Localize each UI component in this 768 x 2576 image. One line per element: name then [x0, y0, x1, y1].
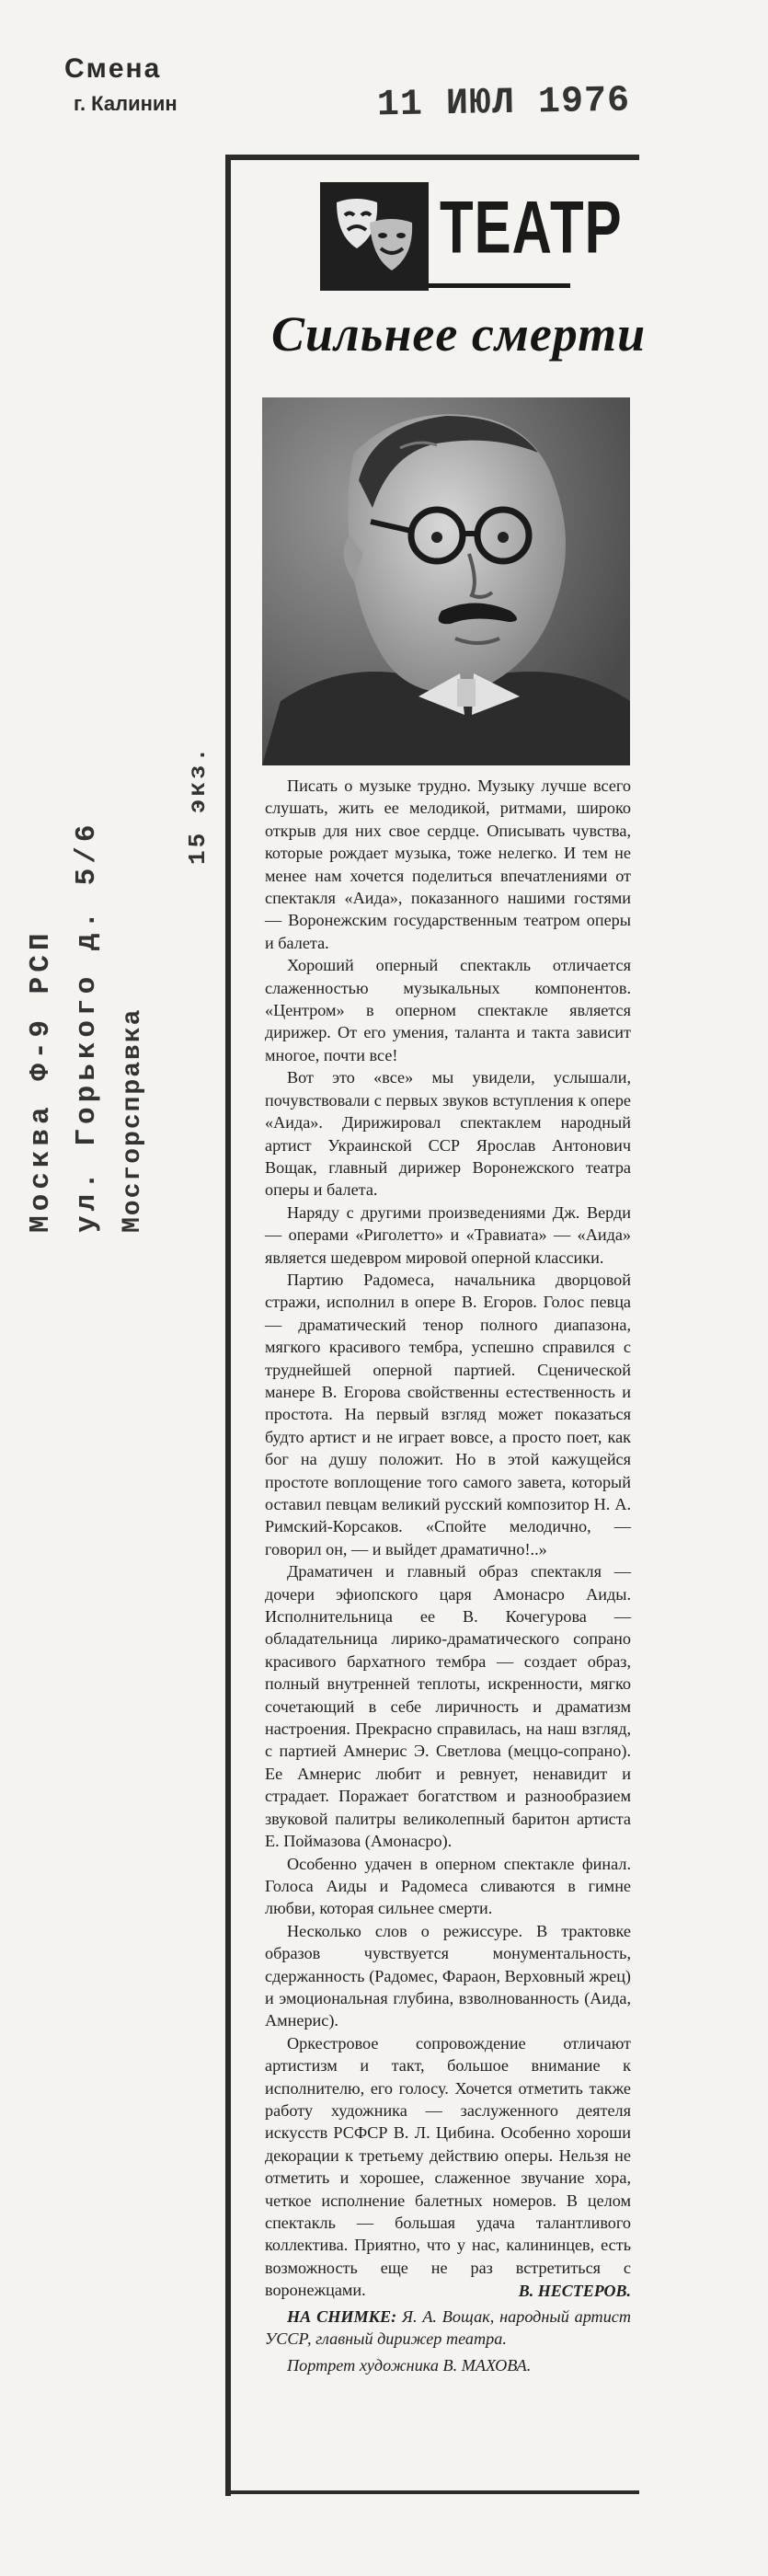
- rubric-underline: [429, 283, 570, 288]
- theatre-masks-icon: [320, 182, 429, 291]
- article-frame-bottom: [225, 2490, 639, 2494]
- article-body: [265, 775, 631, 2376]
- stamp-line-3: Мосгорсправка: [119, 1007, 147, 1233]
- clipping-bureau-stamp: [18, 718, 156, 1233]
- date-stamp: 11 ИЮЛ 1976: [376, 80, 631, 127]
- article-headline: Сильнее смерти: [271, 306, 647, 362]
- article-paragraph: Оркестровое сопровождение отличают артистизм и такт, большое внимание к исполнителю, его голосу. Хочется отметить также работу художника — заслуженного деятеля искусств РСФСР В. Л. Цибина. Особенно хороши декорации к третьему действию оперы. Нельзя не отметить и хорошее, слаженное звучание хора, четкое исполнение балетных номеров. В целом спектакль — большая удача талантливого коллектива. Приятно, что у нас, калининцев, есть возможность еще не раз встретиться с воронежцами.: [265, 2033, 631, 2300]
- article-paragraph: Особенно удачен в оперном спектакле финал. Голоса Аиды и Радомеса сливаются в гимне любви, которая сильнее смерти.: [265, 1854, 631, 1918]
- copies-count: 15 экз.: [184, 744, 212, 865]
- stamp-line-1: Москва Ф-9 РСП: [25, 928, 57, 1233]
- caption-text: Я. А. Вощак, народный артист УССР, главный дирижер театра.: [265, 2307, 631, 2349]
- rubric-title: ТЕАТР: [440, 185, 623, 269]
- stamp-line-2: ул. Горького д. 5/6: [71, 820, 103, 1233]
- rubric-logo: [320, 182, 623, 291]
- article-frame-left: [225, 155, 231, 2496]
- photo-caption: [265, 2306, 631, 2351]
- article-frame-top: [225, 155, 639, 160]
- conductor-portrait: [262, 397, 630, 765]
- article-paragraph: Писать о музыке трудно. Музыку лучше всего слушать, жить ее мелодикой, ритмами, широко открыв для них свое сердце. Описывать чувства, которые рождает музыка, тоже нелегко. И тем не менее нам хочется поделиться впечатлениями от спектакля «Аида», показанного нашими гостями — Воронежским государственным театром оперы и балета.: [265, 776, 631, 952]
- article-paragraph: Драматичен и главный образ спектакля — дочери эфиопского царя Амонасро Аиды. Исполнительница ее В. Кочегурова — обладательница лирико-драматического сопрано красивого бархатного тембра — создает образ, полный внутренней теплоты, искренности, мягко сочетающий в себе лиричность и драматизм настроения. Прекрасно справилась, на наш взгляд, с партией Амнерис Э. Светлова (меццо-сопрано). Ее Амнерис любит и ревнует, ненавидит и страдает. Поражает богатством и разнообразием звуковой палитры великолепный баритон артиста Е. Поймазова (Амонасро).: [265, 1562, 631, 1851]
- source-city: г. Калинин: [74, 92, 178, 115]
- article-paragraph: Несколько слов о режиссуре. В трактовке образов чувствуется монументальность, сдержанность (Радомес, Фараон, Верховный жрец) и эмоциональная глубина, взволнованность (Аида, Амнерис).: [265, 1921, 631, 2030]
- portrait-credit: Портрет художника В. МАХОВА.: [287, 2355, 532, 2375]
- source-newspaper: Смена: [64, 53, 162, 84]
- caption-label: НА СНИМКЕ:: [287, 2307, 397, 2327]
- article-paragraph: Партию Радомеса, начальника дворцовой стражи, исполнил в опере В. Егоров. Голос певца — драматический тенор полного диапазона, мягкого красивого тембра, успешно справился с труднейшей оперной партией. Сценической манере В. Егорова свойственны естественность и простота. На первый взгляд может показаться будто артист и не играет вовсе, а просто поет, как бог на душу положит. Но в этой кажущейся простоте воплощение того самого завета, который оставил певцам великий русский композитор Н. А. Римский-Корсаков. «Спойте мелодично, — говорил он, — и выйдет драматично!..»: [265, 1270, 631, 1558]
- article-paragraph: Наряду с другими произведениями Дж. Верди — операми «Риголетто» и «Травиата» — «Аида» является шедевром мировой оперной классики.: [265, 1202, 631, 1267]
- author-signature: В. НЕСТЕРОВ.: [518, 2281, 631, 2300]
- article-paragraph: Хороший оперный спектакль отличается слаженностью музыкальных компонентов. «Центром» в оперном спектакле является дирижер. От его умения, таланта и такта зависит многое, почти все!: [265, 956, 631, 1064]
- article-paragraph: Вот это «все» мы увидели, услышали, почувствовали с первых звуков вступления к опере «Аида». Дирижировал спектаклем народный артист Украинской ССР Ярослав Антонович Вощак, главный дирижер Воронежского театра оперы и балета.: [265, 1068, 631, 1200]
